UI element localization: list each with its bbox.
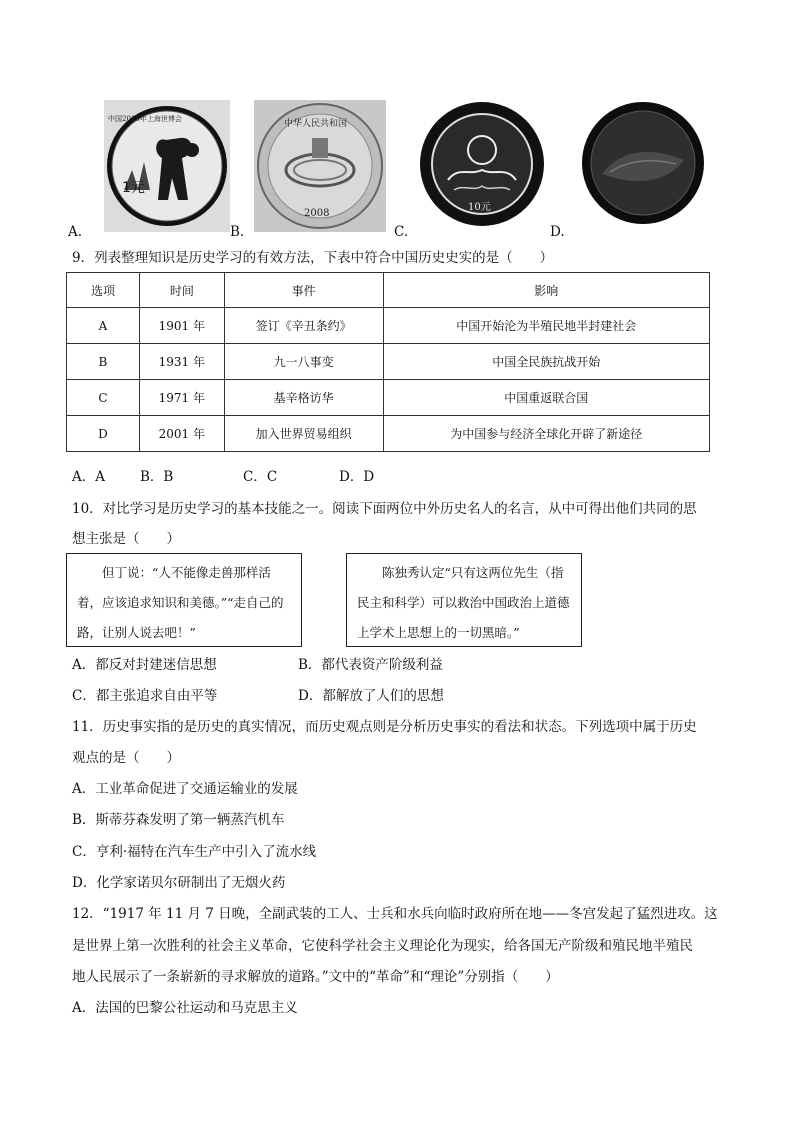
header-option: 选项 (67, 273, 140, 308)
coin-d-label: D. (550, 224, 565, 240)
quote-box-dante: 但丁说：“人不能像走兽那样活着，应该追求知识和美德。”“走自己的路，让别人说去吧！” (66, 553, 302, 647)
coin-a-rim-text: 中国2010年上海世博会 (108, 115, 182, 123)
cell-impact: 为中国参与经济全球化开辟了新途径 (383, 416, 709, 452)
q11-option-b[interactable]: B．斯蒂芬森发明了第一辆蒸汽机车 (72, 812, 285, 828)
q11-option-a[interactable]: A．工业革命促进了交通运输业的发展 (72, 781, 298, 797)
cell-time: 2001 年 (139, 416, 224, 452)
q10-stem-line-2: 想主张是（ ） (72, 531, 180, 547)
coin-c-label: C. (394, 224, 409, 240)
coin-options-row (68, 100, 728, 240)
cell-time: 1971 年 (139, 380, 224, 416)
q10-option-b[interactable]: B．都代表资产阶级利益 (298, 657, 443, 673)
q10-stem-line-1: 10．对比学习是历史学习的基本技能之一。阅读下面两位中外历史名人的名言，从中可得出他们共同的思 (72, 501, 697, 517)
table-row (67, 380, 710, 416)
q11-option-c[interactable]: C．亨利·福特在汽车生产中引入了流水线 (72, 844, 317, 860)
q12-option-a[interactable]: A．法国的巴黎公社运动和马克思主义 (72, 1000, 298, 1016)
q9-option-b[interactable]: B．B (140, 469, 174, 485)
coin-d-icon (580, 100, 706, 226)
q12-stem-line-2: 是世界上第一次胜利的社会主义革命，它使科学社会主义理论化为现实，给各国无产阶级和殖民地半殖民 (72, 938, 693, 954)
q10-option-c[interactable]: C．都主张追求自由平等 (72, 688, 218, 704)
coin-c-image (418, 100, 546, 232)
quote-box-chen-duxiu: 陈独秀认定“只有这两位先生（指民主和科学）可以救治中国政治上道德上学术上思想上的一切黑暗。” (346, 553, 582, 647)
cell-event: 加入世界贸易组织 (224, 416, 383, 452)
q11-stem-line-2: 观点的是（ ） (72, 750, 180, 766)
cell-impact: 中国重返联合国 (383, 380, 709, 416)
q9-table (66, 272, 710, 452)
cell-event: 签订《辛丑条约》 (224, 308, 383, 344)
q12-stem-line-1: 12．“1917 年 11 月 7 日晚，全副武装的工人、士兵和水兵向临时政府所在地——冬宫发起了猛烈进攻。这 (72, 906, 718, 922)
coin-d-image (580, 100, 706, 230)
cell-option: A (67, 308, 140, 344)
table-header-row (67, 273, 710, 308)
header-time: 时间 (139, 273, 224, 308)
coin-b-year: 2008 (304, 208, 330, 219)
q12-stem-line-3: 地人民展示了一条崭新的寻求解放的道路。”文中的“革命”和“理论”分别指（ ） (72, 969, 559, 985)
coin-b-rim-text: 中华人民共和国 (284, 119, 348, 129)
cell-event: 九一八事变 (224, 344, 383, 380)
cell-time: 1901 年 (139, 308, 224, 344)
header-event: 事件 (224, 273, 383, 308)
svg-text:1元: 1元 (122, 180, 145, 196)
coin-a-label: A. (68, 224, 83, 240)
cell-option: D (67, 416, 140, 452)
q10-option-d[interactable]: D．都解放了人们的思想 (298, 688, 444, 704)
cell-option: B (67, 344, 140, 380)
cell-event: 基辛格访华 (224, 380, 383, 416)
table-row (67, 308, 710, 344)
q10-option-a[interactable]: A．都反对封建迷信思想 (72, 657, 217, 673)
q9-stem: 9．列表整理知识是历史学习的有效方法，下表中符合中国历史史实的是（ ） (72, 250, 554, 266)
q9-option-a[interactable]: A．A (72, 469, 105, 485)
q11-option-d[interactable]: D．化学家诺贝尔研制出了无烟火药 (72, 875, 286, 891)
cell-time: 1931 年 (139, 344, 224, 380)
q9-option-c[interactable]: C．C (243, 469, 278, 485)
coin-a-image (104, 100, 230, 236)
table-row (67, 344, 710, 380)
cell-impact: 中国开始沦为半殖民地半封建社会 (383, 308, 709, 344)
table-row (67, 416, 710, 452)
coin-b-label: B. (230, 224, 245, 240)
cell-impact: 中国全民族抗战开始 (383, 344, 709, 380)
coin-b-image (254, 100, 386, 236)
cell-option: C (67, 380, 140, 416)
header-impact: 影响 (383, 273, 709, 308)
q11-stem-line-1: 11．历史事实指的是历史的真实情况，而历史观点则是分析历史事实的看法和状态。下列选项中属于历史 (72, 719, 697, 735)
q9-option-d[interactable]: D．D (339, 469, 375, 485)
coin-c-value: 10元 (468, 202, 491, 213)
